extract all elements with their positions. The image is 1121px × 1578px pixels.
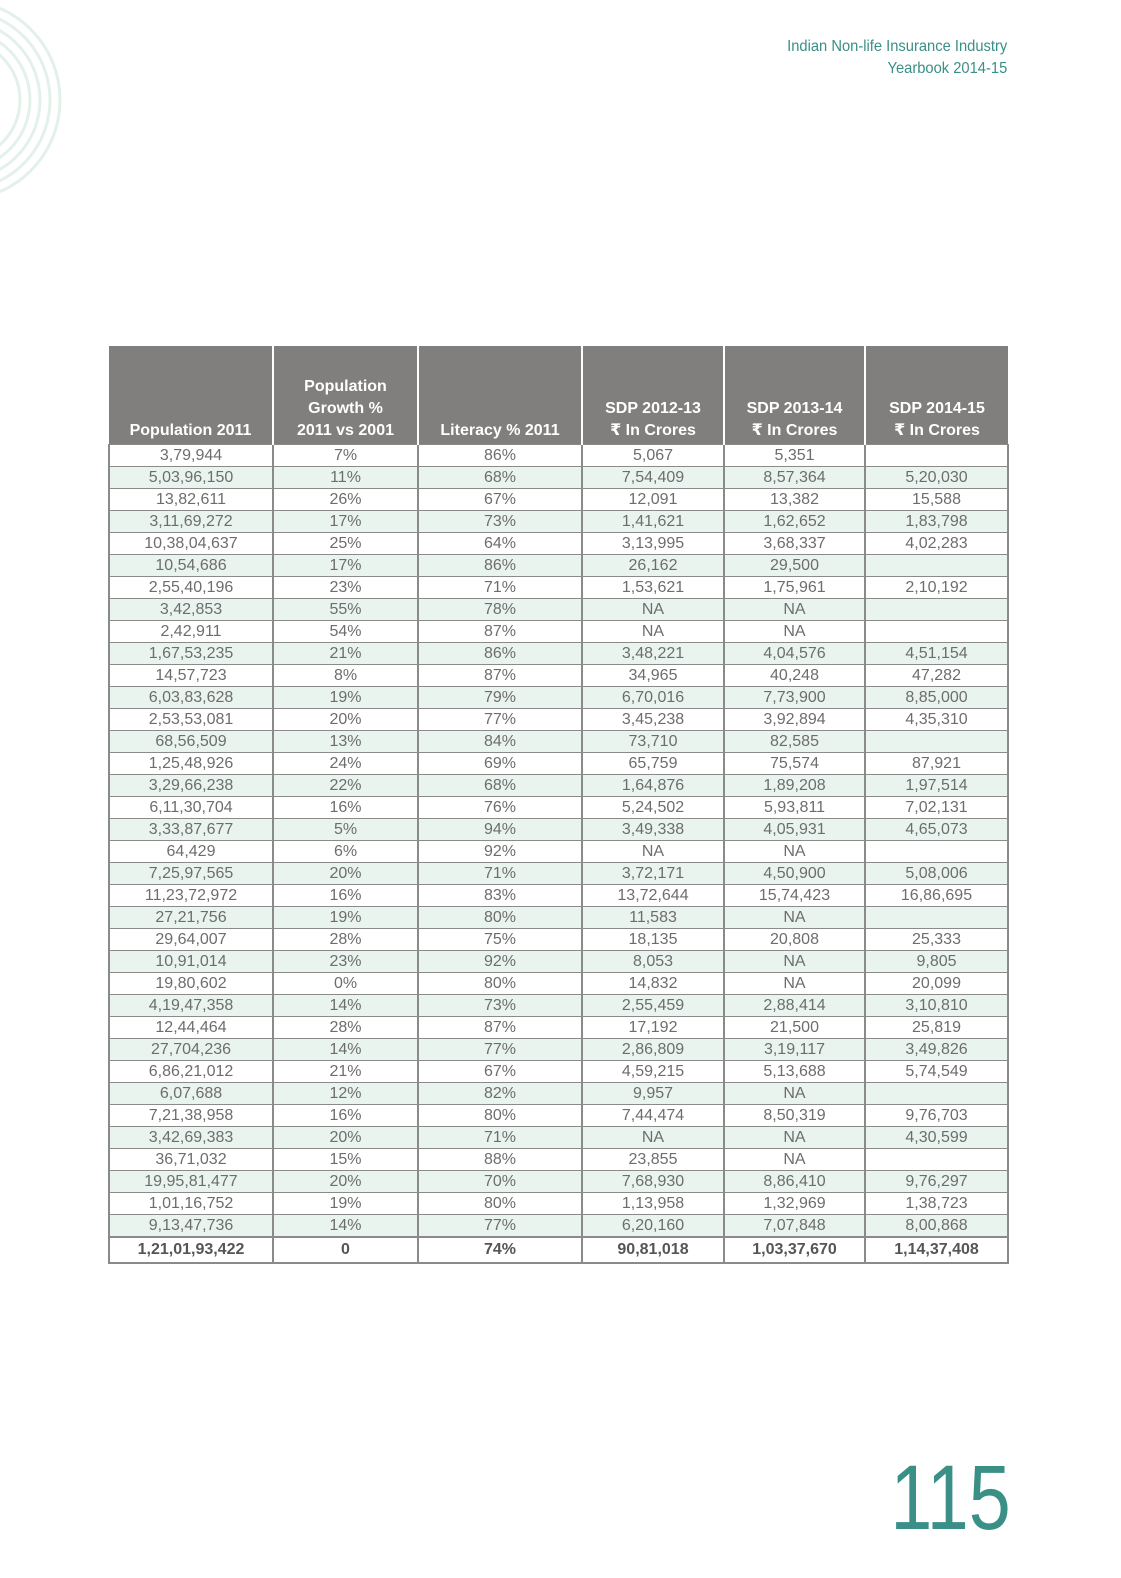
table-cell: 4,65,073 [865,819,1008,841]
column-header-line [585,376,721,398]
table-cell: 4,19,47,358 [109,995,273,1017]
table-cell: 15,74,423 [724,885,865,907]
table-cell: 16% [273,885,418,907]
table-cell: 21% [273,643,418,665]
table-cell: 5% [273,819,418,841]
table-cell: 5,74,549 [865,1061,1008,1083]
table-cell [865,841,1008,863]
table-cell: 25,333 [865,929,1008,951]
table-cell: 10,54,686 [109,555,273,577]
table-cell: 18,135 [582,929,724,951]
table-cell: 15% [273,1149,418,1171]
table-cell: 5,93,811 [724,797,865,819]
table-row [109,1061,1008,1083]
table-cell: 3,48,221 [582,643,724,665]
table-cell: 4,35,310 [865,709,1008,731]
table-cell: 17% [273,555,418,577]
table-cell: 7,54,409 [582,467,724,489]
table-cell: 3,92,894 [724,709,865,731]
column-header-line: Growth % [308,400,383,417]
table-cell: NA [724,599,865,621]
table-cell: 5,08,006 [865,863,1008,885]
table-cell: 19% [273,907,418,929]
table-cell: 6,20,160 [582,1215,724,1238]
table-cell: 26,162 [582,555,724,577]
table-cell: 2,88,414 [724,995,865,1017]
table-cell: NA [582,841,724,863]
table-cell: 5,067 [582,445,724,467]
column-header [418,346,582,445]
table-row [109,775,1008,797]
table-cell: 92% [418,841,582,863]
table-cell: 80% [418,907,582,929]
table-cell: 64% [418,533,582,555]
table-cell: 3,72,171 [582,863,724,885]
table-cell: 20% [273,709,418,731]
table-cell: 1,89,208 [724,775,865,797]
header-subtitle: Yearbook 2014-15 [887,60,1007,77]
table-cell: 14% [273,1039,418,1061]
table-cell: 8,00,868 [865,1215,1008,1238]
table-cell: 19% [273,687,418,709]
table-row [109,1193,1008,1215]
table-row [109,1149,1008,1171]
table-cell: 12% [273,1083,418,1105]
table-row [109,599,1008,621]
table-cell: 75,574 [724,753,865,775]
table-cell: 71% [418,577,582,599]
table-cell: 1,25,48,926 [109,753,273,775]
table-cell: 3,13,995 [582,533,724,555]
state-data-table-wrapper [108,346,1007,1264]
table-cell: 75% [418,929,582,951]
table-cell: 3,42,69,383 [109,1127,273,1149]
table-cell: NA [724,1127,865,1149]
table-cell: 17,192 [582,1017,724,1039]
table-cell: 3,49,338 [582,819,724,841]
table-cell: 68% [418,775,582,797]
table-cell: NA [582,599,724,621]
table-row [109,929,1008,951]
column-header-line: Population 2011 [129,422,252,439]
table-cell: 80% [418,1193,582,1215]
table-cell: 2,53,53,081 [109,709,273,731]
table-row [109,841,1008,863]
table-cell: 12,091 [582,489,724,511]
table-cell: 25,819 [865,1017,1008,1039]
table-cell: 10,91,014 [109,951,273,973]
table-row [109,1083,1008,1105]
table-row [109,885,1008,907]
table-cell: 71% [418,1127,582,1149]
table-cell: 6,07,688 [109,1083,273,1105]
table-cell: 80% [418,973,582,995]
table-row [109,621,1008,643]
table-cell: 1,75,961 [724,577,865,599]
table-cell: 65,759 [582,753,724,775]
table-row [109,819,1008,841]
table-cell: NA [724,951,865,973]
table-cell: 8,053 [582,951,724,973]
table-row [109,555,1008,577]
table-row [109,489,1008,511]
table-cell: 23,855 [582,1149,724,1171]
table-row [109,467,1008,489]
table-cell: 3,29,66,238 [109,775,273,797]
table-header-row [109,346,1008,445]
table-row [109,1017,1008,1039]
table-cell: NA [582,1127,724,1149]
column-header-line: 2011 vs 2001 [297,422,394,439]
table-cell: 4,59,215 [582,1061,724,1083]
table-cell: 7,73,900 [724,687,865,709]
table-cell [865,599,1008,621]
total-cell: 1,14,37,408 [865,1237,1008,1263]
column-header-line: SDP 2012-13 [605,400,701,417]
table-cell: 1,83,798 [865,511,1008,533]
page-number: 115 [890,1447,1011,1549]
table-cell: 0% [273,973,418,995]
table-cell: 21% [273,1061,418,1083]
table-cell: 1,13,958 [582,1193,724,1215]
column-header [724,346,865,445]
total-cell: 1,03,37,670 [724,1237,865,1263]
table-cell: 3,79,944 [109,445,273,467]
table-cell: 73% [418,995,582,1017]
table-cell: 15,588 [865,489,1008,511]
table-cell: 29,500 [724,555,865,577]
table-cell: 7,02,131 [865,797,1008,819]
running-header [768,36,1007,80]
table-cell: 1,53,621 [582,577,724,599]
table-cell: 25% [273,533,418,555]
table-cell: 78% [418,599,582,621]
table-cell: 23% [273,577,418,599]
table-cell: 77% [418,1039,582,1061]
table-cell: 4,05,931 [724,819,865,841]
table-cell: 28% [273,929,418,951]
table-cell: 87% [418,621,582,643]
table-cell: 3,33,87,677 [109,819,273,841]
table-cell: 1,32,969 [724,1193,865,1215]
table-cell: NA [582,621,724,643]
table-cell: 10,38,04,637 [109,533,273,555]
table-cell: 4,04,576 [724,643,865,665]
total-row [109,1237,1008,1263]
table-cell: 4,51,154 [865,643,1008,665]
table-row [109,1105,1008,1127]
table-cell [865,1149,1008,1171]
table-cell: 34,965 [582,665,724,687]
table-cell: 16% [273,797,418,819]
table-cell: 1,64,876 [582,775,724,797]
table-cell: 23% [273,951,418,973]
table-cell: 19,80,602 [109,973,273,995]
column-header-line [421,376,579,398]
table-cell [865,907,1008,929]
table-cell [865,731,1008,753]
table-cell: 2,86,809 [582,1039,724,1061]
table-cell: 11% [273,467,418,489]
table-row [109,863,1008,885]
table-cell: 20,099 [865,973,1008,995]
table-cell: 73% [418,511,582,533]
table-cell: 88% [418,1149,582,1171]
table-row [109,445,1008,467]
table-cell: 24% [273,753,418,775]
column-header [109,346,273,445]
table-row [109,577,1008,599]
table-cell: 27,704,236 [109,1039,273,1061]
table-cell: 71% [418,863,582,885]
column-header-line: ₹ In Crores [894,422,980,439]
table-row [109,1171,1008,1193]
table-cell: 6% [273,841,418,863]
table-cell: 86% [418,555,582,577]
table-row [109,709,1008,731]
table-row [109,951,1008,973]
table-cell: 5,20,030 [865,467,1008,489]
table-cell: 86% [418,643,582,665]
table-cell: 94% [418,819,582,841]
table-cell: 6,70,016 [582,687,724,709]
table-cell: 1,41,621 [582,511,724,533]
table-cell: 13,382 [724,489,865,511]
table-cell: NA [724,907,865,929]
table-cell: 84% [418,731,582,753]
column-header-line: ₹ In Crores [610,422,696,439]
table-cell: 28% [273,1017,418,1039]
table-cell: 11,23,72,972 [109,885,273,907]
table-cell: 26% [273,489,418,511]
column-header [582,346,724,445]
table-cell: 14,57,723 [109,665,273,687]
table-cell: 19% [273,1193,418,1215]
table-cell: NA [724,621,865,643]
table-row [109,511,1008,533]
table-cell: 22% [273,775,418,797]
table-row [109,533,1008,555]
table-cell: 68% [418,467,582,489]
table-row [109,753,1008,775]
table-cell [865,445,1008,467]
table-cell: 92% [418,951,582,973]
table-cell: 3,19,117 [724,1039,865,1061]
header-title: Indian Non-life Insurance Industry [786,38,1007,55]
table-cell: 69% [418,753,582,775]
table-cell: 4,50,900 [724,863,865,885]
table-cell [865,621,1008,643]
table-cell: 82,585 [724,731,865,753]
column-header-line: SDP 2013-14 [746,400,843,417]
table-cell: 73,710 [582,731,724,753]
table-cell: 1,67,53,235 [109,643,273,665]
table-cell: 8,50,319 [724,1105,865,1127]
table-cell: 82% [418,1083,582,1105]
table-cell: 1,62,652 [724,511,865,533]
table-cell: 70% [418,1171,582,1193]
table-cell: 67% [418,1061,582,1083]
table-row [109,731,1008,753]
table-cell: 9,76,703 [865,1105,1008,1127]
table-cell: 80% [418,1105,582,1127]
table-cell: 8,57,364 [724,467,865,489]
table-cell: 14% [273,1215,418,1238]
table-cell: 1,01,16,752 [109,1193,273,1215]
table-row [109,1039,1008,1061]
table-cell: 7,21,38,958 [109,1105,273,1127]
table-row [109,973,1008,995]
table-cell: 16% [273,1105,418,1127]
table-cell: 76% [418,797,582,819]
column-header-line: ₹ In Crores [751,422,838,439]
table-cell: 9,957 [582,1083,724,1105]
table-cell: 3,42,853 [109,599,273,621]
column-header-line [727,376,862,398]
table-cell [865,555,1008,577]
table-cell: 1,38,723 [865,1193,1008,1215]
table-cell: 9,76,297 [865,1171,1008,1193]
table-cell: 54% [273,621,418,643]
table-cell: 55% [273,599,418,621]
table-cell: 19,95,81,477 [109,1171,273,1193]
table-cell: 36,71,032 [109,1149,273,1171]
table-cell: 20% [273,863,418,885]
table-cell: 3,68,337 [724,533,865,555]
table-cell: 16,86,695 [865,885,1008,907]
column-header-line: Population [304,378,387,395]
table-cell: 20% [273,1171,418,1193]
table-cell: 13% [273,731,418,753]
column-header [273,346,418,445]
table-cell: 3,49,826 [865,1039,1008,1061]
table-cell: NA [724,1083,865,1105]
table-cell: 5,24,502 [582,797,724,819]
column-header-line [111,398,270,420]
decorative-arcs [0,0,70,240]
table-cell: 7,25,97,565 [109,863,273,885]
table-cell: 77% [418,1215,582,1238]
column-header-line: Literacy % 2011 [440,422,560,439]
table-row [109,643,1008,665]
total-cell: 0 [273,1237,418,1263]
table-cell: 83% [418,885,582,907]
table-cell: 87% [418,1017,582,1039]
table-cell: 11,583 [582,907,724,929]
column-header-line [868,376,1006,398]
table-cell: 7,44,474 [582,1105,724,1127]
table-cell: 5,03,96,150 [109,467,273,489]
table-cell: 2,55,459 [582,995,724,1017]
table-cell: 64,429 [109,841,273,863]
table-cell: 7,07,848 [724,1215,865,1238]
table-cell: 87% [418,665,582,687]
table-cell: 8,86,410 [724,1171,865,1193]
table-cell: 9,13,47,736 [109,1215,273,1238]
table-cell: 3,45,238 [582,709,724,731]
table-cell: 5,13,688 [724,1061,865,1083]
column-header-line [421,398,579,420]
column-header-line: SDP 2014-15 [889,400,985,417]
table-cell: NA [724,973,865,995]
table-cell: 86% [418,445,582,467]
table-cell: 3,11,69,272 [109,511,273,533]
total-cell: 74% [418,1237,582,1263]
table-cell: 21,500 [724,1017,865,1039]
table-cell: 8,85,000 [865,687,1008,709]
table-cell: 17% [273,511,418,533]
table-cell: 6,11,30,704 [109,797,273,819]
table-cell: 40,248 [724,665,865,687]
table-cell: 29,64,007 [109,929,273,951]
table-cell: 14,832 [582,973,724,995]
table-row [109,687,1008,709]
table-row [109,907,1008,929]
table-cell: 5,351 [724,445,865,467]
table-cell: 9,805 [865,951,1008,973]
table-cell: 8% [273,665,418,687]
table-cell: 13,72,644 [582,885,724,907]
table-cell: 27,21,756 [109,907,273,929]
column-header [865,346,1008,445]
table-cell: 1,97,514 [865,775,1008,797]
table-cell: 4,30,599 [865,1127,1008,1149]
table-cell: 77% [418,709,582,731]
table-cell: 7% [273,445,418,467]
table-row [109,665,1008,687]
table-cell: 67% [418,489,582,511]
table-cell: 6,03,83,628 [109,687,273,709]
table-cell: 2,10,192 [865,577,1008,599]
table-cell [865,1083,1008,1105]
state-data-table [108,346,1009,1264]
table-cell: 12,44,464 [109,1017,273,1039]
column-header-line [111,376,270,398]
table-cell: 13,82,611 [109,489,273,511]
total-cell: 1,21,01,93,422 [109,1237,273,1263]
table-cell: 47,282 [865,665,1008,687]
table-cell: 20% [273,1127,418,1149]
table-cell: 68,56,509 [109,731,273,753]
table-row [109,1127,1008,1149]
table-cell: 6,86,21,012 [109,1061,273,1083]
table-row [109,995,1008,1017]
table-cell: 4,02,283 [865,533,1008,555]
table-cell: 2,55,40,196 [109,577,273,599]
total-cell: 90,81,018 [582,1237,724,1263]
table-cell: 79% [418,687,582,709]
table-cell: 2,42,911 [109,621,273,643]
table-cell: NA [724,1149,865,1171]
table-cell: 14% [273,995,418,1017]
table-cell: 7,68,930 [582,1171,724,1193]
table-cell: 20,808 [724,929,865,951]
table-cell: 87,921 [865,753,1008,775]
table-row [109,1215,1008,1238]
table-cell: NA [724,841,865,863]
table-cell: 3,10,810 [865,995,1008,1017]
table-row [109,797,1008,819]
